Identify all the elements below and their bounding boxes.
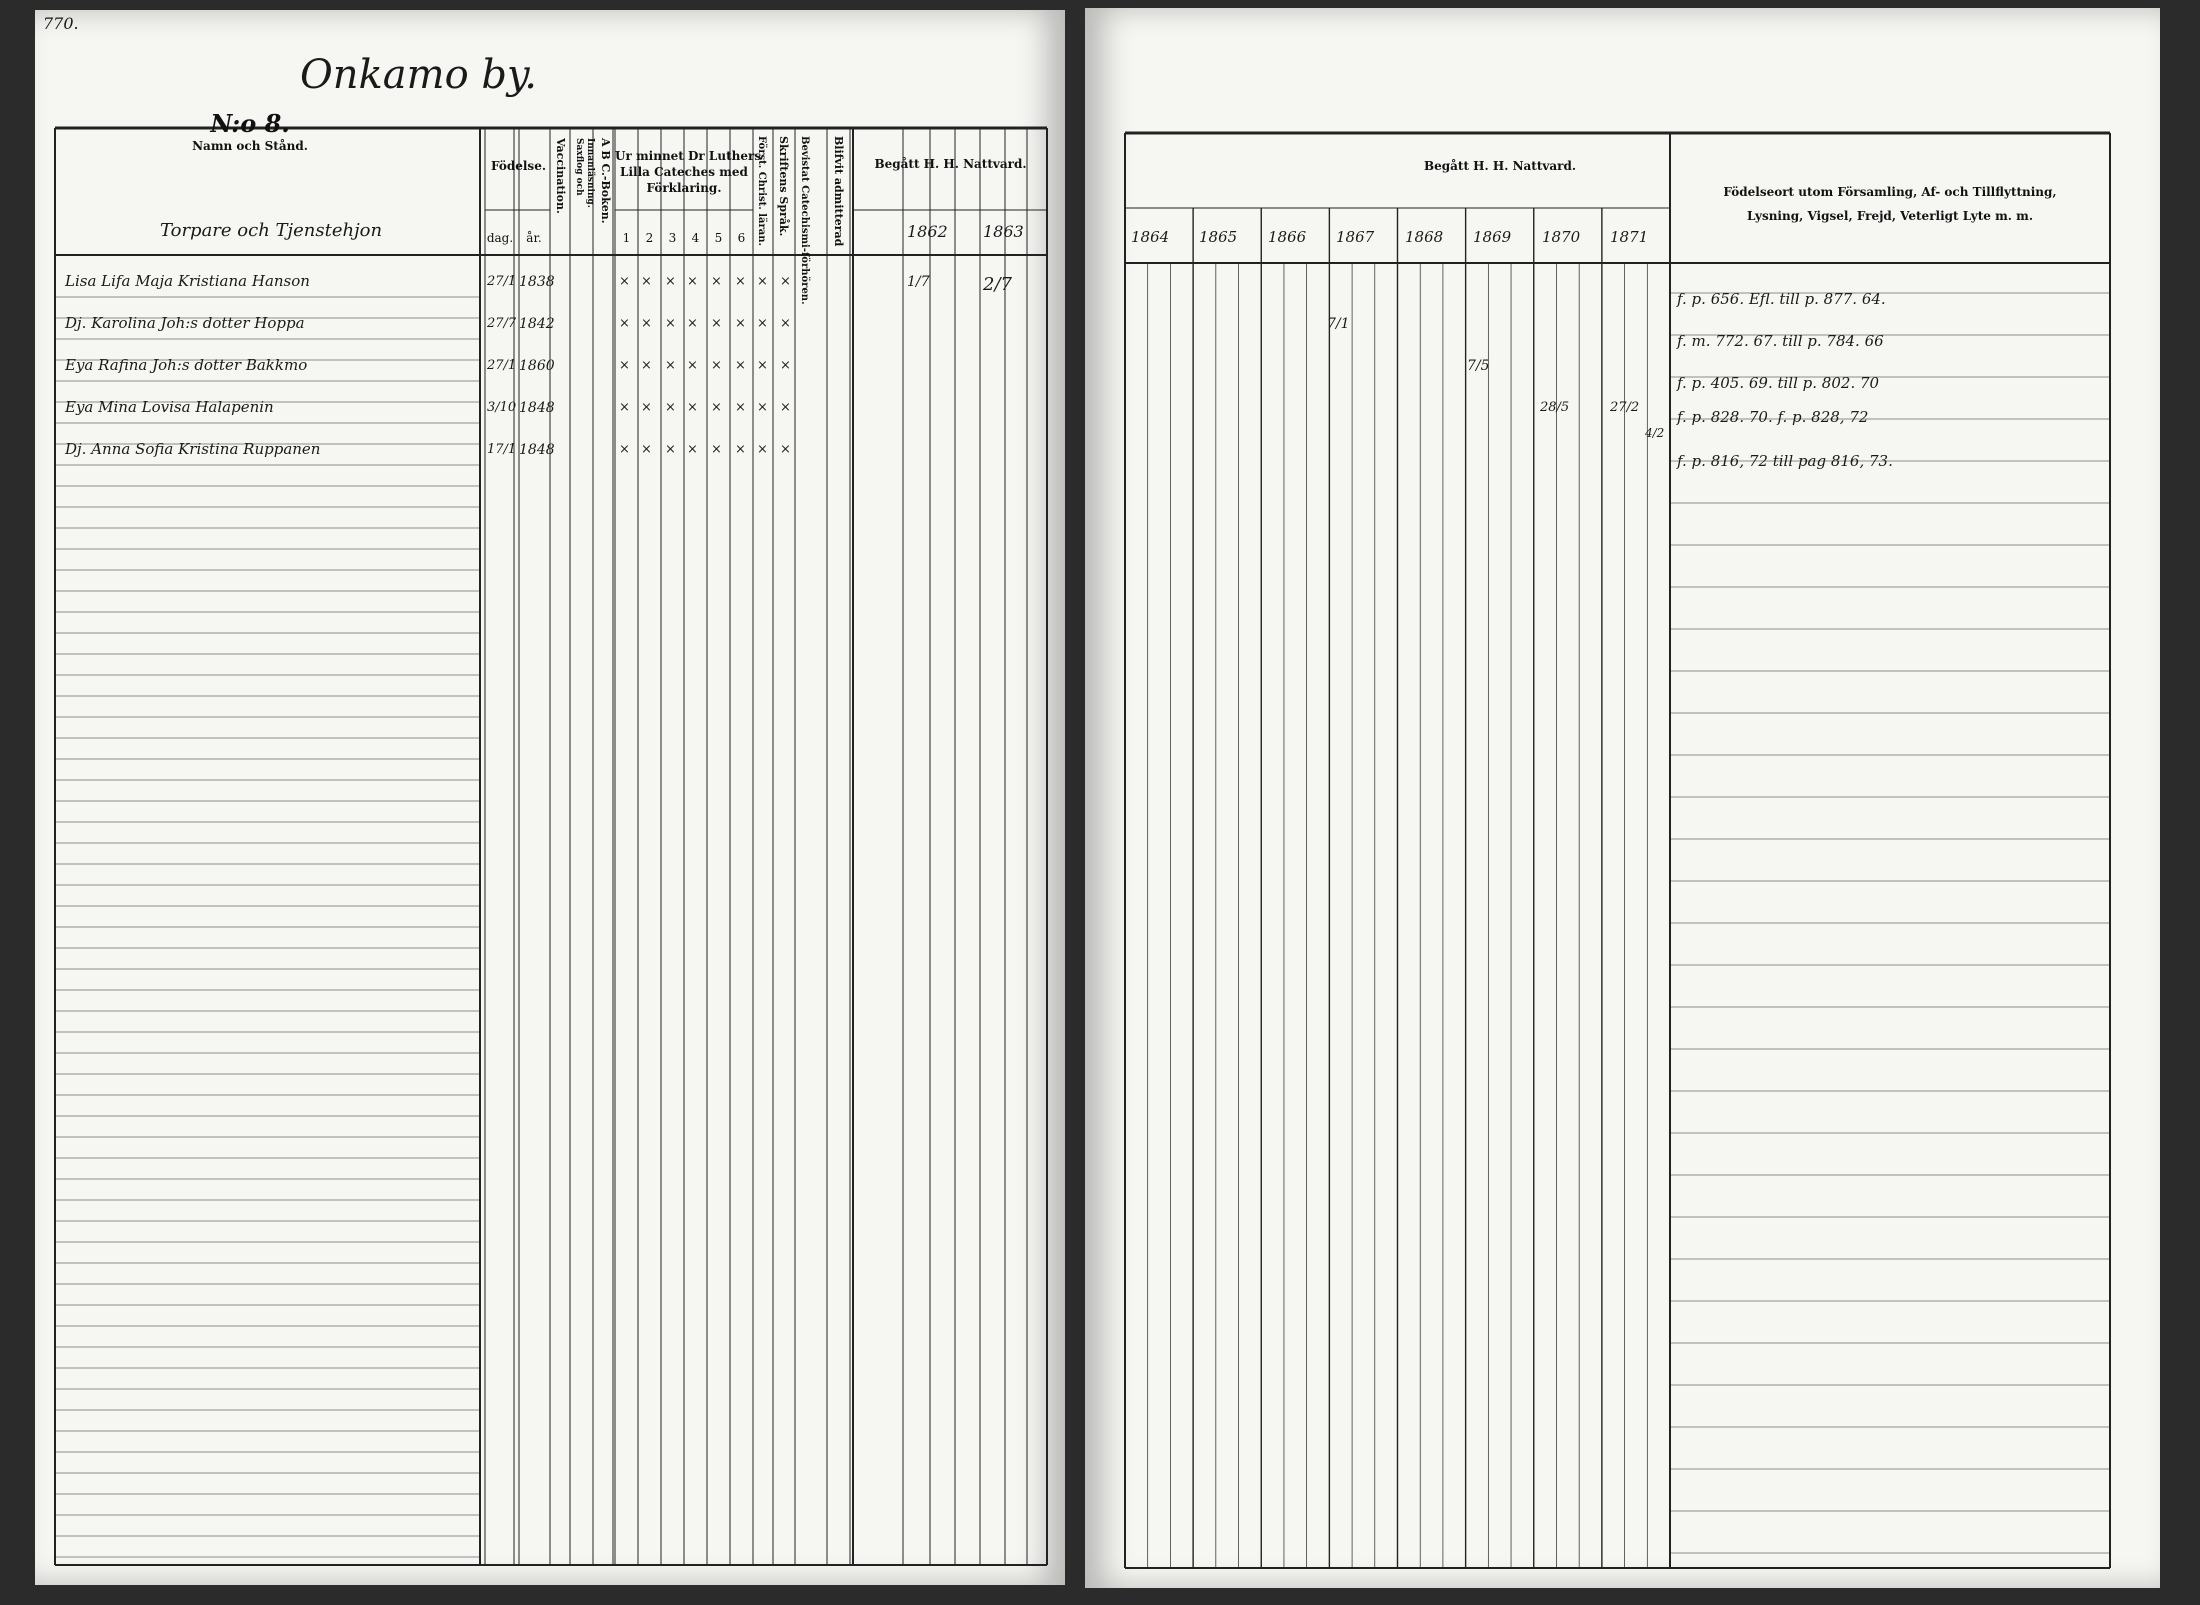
year-1863: 1863: [983, 222, 1024, 241]
year-1864: 1864: [1131, 228, 1170, 246]
category-label: Torpare och Tjenstehjon: [160, 220, 383, 241]
village-title: Onkamo by.: [300, 52, 537, 98]
vaccination-header: Vaccination.: [554, 138, 567, 214]
row-2-name: Dj. Karolina Joh:s dotter Hoppa: [65, 314, 305, 332]
catechism-col-1: 1: [622, 231, 631, 245]
communion-header-left: Begått H. H. Nattvard.: [874, 157, 1027, 171]
row-1-name: Lisa Lifa Maja Kristiana Hanson: [65, 272, 310, 290]
catechism-mark: ×: [665, 442, 676, 457]
catechism-mark: ×: [711, 400, 722, 415]
right-page: [1085, 8, 2160, 1588]
catechism-mark: ×: [641, 358, 652, 373]
row-1-remark: f. p. 656. Efl. till p. 877. 64.: [1677, 290, 1886, 308]
catechism-mark: ×: [711, 274, 722, 289]
catechism-mark: ×: [619, 274, 630, 289]
row-3-communion-1869: 7/5: [1467, 358, 1490, 374]
row-4-year: 1848: [519, 400, 555, 416]
row-5-day: 17/1: [487, 442, 517, 457]
catechism-mark: ×: [687, 442, 698, 457]
catechism-mark: ×: [687, 358, 698, 373]
communion-header-right: Begått H. H. Nattvard.: [1423, 159, 1577, 173]
day-header: dag.: [486, 231, 514, 245]
catechism-mark: ×: [757, 442, 768, 457]
catechism-mark: ×: [619, 442, 630, 457]
row-4-name: Eya Mina Lovisa Halapenin: [65, 398, 274, 416]
row-3-name: Eya Rafina Joh:s dotter Bakkmo: [65, 356, 308, 374]
catechism-mark: ×: [711, 442, 722, 457]
row-3-year: 1860: [519, 358, 555, 374]
reading-prefix: Saxflog och: [574, 138, 584, 196]
row-4-remark: f. p. 828. 70. f. p. 828, 72: [1677, 408, 1869, 426]
catechism-mark: ×: [619, 400, 630, 415]
row-2-day: 27/7: [487, 316, 517, 331]
catechism-col-3: 3: [668, 231, 677, 245]
row-2-year: 1842: [519, 316, 555, 332]
catechism-mark: ×: [780, 316, 791, 331]
catechism-mark: ×: [735, 274, 746, 289]
row-1-communion-1863: 2/7: [983, 274, 1012, 295]
year-1870: 1870: [1542, 228, 1581, 246]
row-3-remark: f. p. 405. 69. till p. 802. 70: [1677, 374, 1880, 392]
row-5-remark: f. p. 816, 72 till pag 816, 73.: [1677, 452, 1893, 470]
row-1-communion-1862: 1/7: [907, 274, 930, 290]
remarks-header-2: Lysning, Vigsel, Frejd, Veterligt Lyte m. m.: [1746, 209, 2034, 223]
catechism-mark: ×: [619, 358, 630, 373]
catechism-mark: ×: [665, 358, 676, 373]
catechism-mark: ×: [735, 316, 746, 331]
catechism-mark: ×: [780, 358, 791, 373]
catechism-mark: ×: [780, 442, 791, 457]
reading-header: Innanläsning.: [585, 138, 595, 208]
catechism-mark: ×: [780, 400, 791, 415]
year-1871: 1871: [1610, 228, 1649, 246]
catechism-mark: ×: [735, 442, 746, 457]
row-1-year: 1838: [519, 274, 555, 290]
catechism-mark: ×: [619, 316, 630, 331]
catechism-mark: ×: [687, 316, 698, 331]
christ-header: Först. Christ. läran.: [756, 136, 767, 246]
catechism-mark: ×: [665, 400, 676, 415]
catechism-mark: ×: [665, 274, 676, 289]
page-number: 770.: [43, 14, 79, 33]
catechism-col-2: 2: [645, 231, 654, 245]
catechism-mark: ×: [757, 400, 768, 415]
row-4-communion-1870: 28/5: [1540, 400, 1570, 415]
year-1865: 1865: [1199, 228, 1238, 246]
catechism-mark: ×: [711, 358, 722, 373]
catechism-mark: ×: [687, 274, 698, 289]
abc-header: A B C.-Boken.: [599, 138, 612, 224]
row-1-day: 27/1: [487, 274, 517, 289]
catechism-header-1: Ur minnet Dr Luthers: [615, 149, 762, 163]
scripture-header: Skriftens Språk.: [777, 136, 790, 237]
row-4-communion-1871: 27/2: [1610, 400, 1640, 415]
row-5-communion-1871: 4/2: [1645, 426, 1665, 440]
catechism-mark: ×: [641, 274, 652, 289]
catechism-mark: ×: [641, 442, 652, 457]
row-3-day: 27/1: [487, 358, 517, 373]
name-header: Namn och Stånd.: [192, 139, 308, 153]
year-1869: 1869: [1473, 228, 1512, 246]
year-1868: 1868: [1405, 228, 1444, 246]
catechist-header: Bevistat Catechismi-förhören.: [799, 136, 810, 305]
catechism-mark: ×: [687, 400, 698, 415]
register-number: N:o 8.: [210, 109, 290, 138]
catechism-mark: ×: [711, 316, 722, 331]
catechism-mark: ×: [757, 316, 768, 331]
admitted-header: Blifvit admitterad: [832, 136, 845, 247]
catechism-header-3: Förklaring.: [646, 181, 722, 195]
catechism-mark: ×: [780, 274, 791, 289]
catechism-col-5: 5: [714, 231, 723, 245]
catechism-col-4: 4: [691, 231, 700, 245]
year-1862: 1862: [907, 222, 948, 241]
catechism-mark: ×: [735, 358, 746, 373]
row-5-name: Dj. Anna Sofia Kristina Ruppanen: [65, 440, 321, 458]
row-2-communion-1867: 7/1: [1327, 316, 1350, 332]
catechism-header-2: Lilla Cateches med: [620, 165, 748, 179]
year-1866: 1866: [1268, 228, 1307, 246]
year-header: år.: [526, 231, 542, 245]
row-4-day: 3/10: [487, 400, 517, 415]
row-2-remark: f. m. 772. 67. till p. 784. 66: [1677, 332, 1884, 350]
birth-header: Födelse.: [490, 159, 547, 173]
catechism-mark: ×: [735, 400, 746, 415]
catechism-mark: ×: [641, 400, 652, 415]
catechism-mark: ×: [641, 316, 652, 331]
catechism-mark: ×: [665, 316, 676, 331]
left-ruling: [35, 10, 1065, 1585]
catechism-mark: ×: [757, 358, 768, 373]
row-5-year: 1848: [519, 442, 555, 458]
year-1867: 1867: [1336, 228, 1375, 246]
remarks-header-1: Födelseort utom Församling, Af- och Tillflyttning,: [1723, 185, 2057, 199]
catechism-mark: ×: [757, 274, 768, 289]
catechism-col-6: 6: [737, 231, 746, 245]
left-page: [35, 10, 1065, 1585]
